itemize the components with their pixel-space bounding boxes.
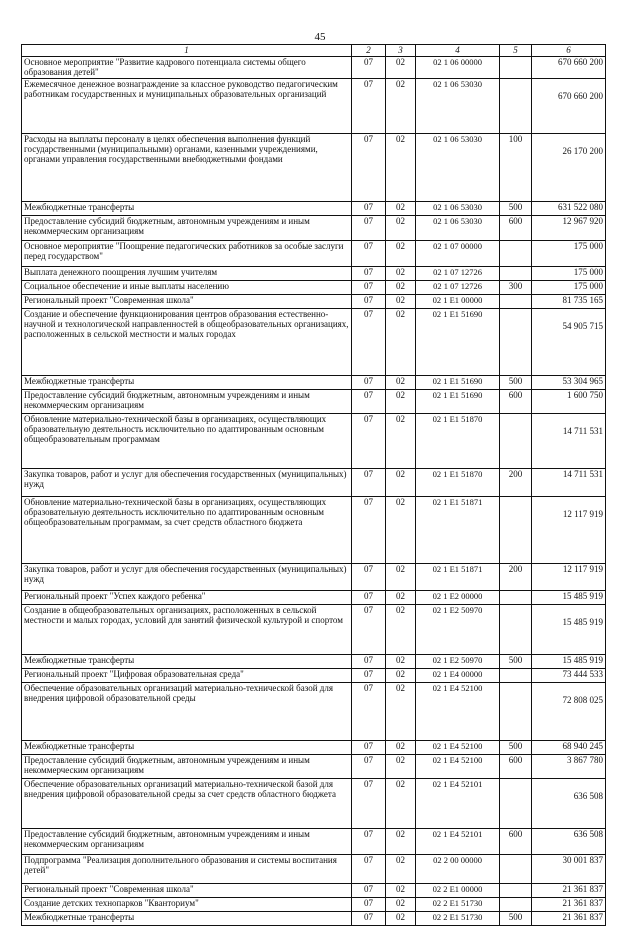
row-amount: 15 485 919 [532, 591, 606, 605]
row-section-code: 07 [352, 390, 386, 414]
row-expense-type: 600 [500, 829, 532, 855]
row-expense-type: 600 [500, 755, 532, 779]
row-description: Обновление материально-технической базы в организациях, осуществляющих образовательную деятельность исключительно по адаптированным основным общеобразовательным программам, за счет средств областного бюджета [22, 497, 352, 564]
page-number: 45 [314, 31, 326, 43]
row-expense-type [500, 884, 532, 898]
row-description: Межбюджетные трансферты [22, 655, 352, 669]
row-section-code: 07 [352, 267, 386, 281]
row-expense-type: 500 [500, 202, 532, 216]
row-description: Основное мероприятие "Поощрение педагогических работников за особые заслуги перед государством" [22, 241, 352, 267]
row-section-code: 07 [352, 469, 386, 497]
row-expense-type [500, 241, 532, 267]
row-subsection-code: 02 [386, 591, 416, 605]
row-subsection-code: 02 [386, 57, 416, 79]
row-amount: 21 361 837 [532, 912, 606, 926]
row-amount: 73 444 533 [532, 669, 606, 683]
row-description: Закупка товаров, работ и услуг для обеспечения государственных (муниципальных) нужд [22, 564, 352, 591]
row-subsection-code: 02 [386, 779, 416, 829]
table-row [22, 376, 606, 390]
header-col-2: 2 [352, 45, 386, 57]
row-subsection-code: 02 [386, 655, 416, 669]
table-row [22, 281, 606, 295]
row-target-article: 02 1 06 53030 [416, 202, 500, 216]
row-description: Межбюджетные трансферты [22, 741, 352, 755]
row-description: Выплата денежного поощрения лучшим учителям [22, 267, 352, 281]
header-col-3: 3 [386, 45, 416, 57]
row-subsection-code: 02 [386, 376, 416, 390]
row-expense-type: 500 [500, 912, 532, 926]
row-expense-type [500, 414, 532, 469]
row-expense-type [500, 683, 532, 741]
row-subsection-code: 02 [386, 755, 416, 779]
table-row [22, 216, 606, 241]
table-row [22, 202, 606, 216]
row-description: Ежемесячное денежное вознаграждение за классное руководство педагогическим работникам государственных и муниципальных образовательных организаций [22, 79, 352, 134]
table-row [22, 414, 606, 469]
row-target-article: 02 2 00 00000 [416, 855, 500, 884]
table-row [22, 497, 606, 564]
row-section-code: 07 [352, 779, 386, 829]
row-section-code: 07 [352, 216, 386, 241]
row-target-article: 02 1 E4 52101 [416, 779, 500, 829]
header-col-5: 5 [500, 45, 532, 57]
table-row [22, 605, 606, 655]
row-description: Социальное обеспечение и иные выплаты населению [22, 281, 352, 295]
row-amount: 12 117 919 [532, 564, 606, 591]
row-target-article: 02 1 E1 51690 [416, 309, 500, 376]
row-amount: 81 735 165 [532, 295, 606, 309]
row-subsection-code: 02 [386, 390, 416, 414]
row-section-code: 07 [352, 884, 386, 898]
row-description: Региональный проект "Успех каждого ребенка" [22, 591, 352, 605]
table-row [22, 755, 606, 779]
row-description: Создание детских технопарков "Кванториум" [22, 898, 352, 912]
row-subsection-code: 02 [386, 669, 416, 683]
row-amount: 12 117 919 [532, 497, 606, 564]
table-row [22, 741, 606, 755]
row-subsection-code: 02 [386, 912, 416, 926]
row-description: Региональный проект "Современная школа" [22, 884, 352, 898]
row-subsection-code: 02 [386, 241, 416, 267]
table-row [22, 309, 606, 376]
row-target-article: 02 2 E1 00000 [416, 884, 500, 898]
row-section-code: 07 [352, 79, 386, 134]
row-description: Предоставление субсидий бюджетным, автономным учреждениям и иным некоммерческим организациям [22, 755, 352, 779]
row-subsection-code: 02 [386, 202, 416, 216]
row-section-code: 07 [352, 497, 386, 564]
row-subsection-code: 02 [386, 497, 416, 564]
row-section-code: 07 [352, 912, 386, 926]
row-section-code: 07 [352, 309, 386, 376]
row-description: Региональный проект "Современная школа" [22, 295, 352, 309]
row-section-code: 07 [352, 829, 386, 855]
row-amount: 15 485 919 [532, 655, 606, 669]
row-target-article: 02 1 06 53030 [416, 134, 500, 202]
row-amount: 15 485 919 [532, 605, 606, 655]
row-description: Создание и обеспечение функционирования центров образования естественно-научной и технологической направленностей в общеобразовательных организациях, расположенных в сельской местности и малых городах [22, 309, 352, 376]
row-target-article: 02 1 E2 50970 [416, 605, 500, 655]
row-section-code: 07 [352, 669, 386, 683]
row-amount: 72 808 025 [532, 683, 606, 741]
row-expense-type [500, 267, 532, 281]
row-amount: 21 361 837 [532, 884, 606, 898]
row-expense-type: 500 [500, 741, 532, 755]
row-amount: 631 522 080 [532, 202, 606, 216]
row-amount: 53 304 965 [532, 376, 606, 390]
row-amount: 68 940 245 [532, 741, 606, 755]
row-target-article: 02 1 E1 51690 [416, 390, 500, 414]
table-row [22, 591, 606, 605]
row-target-article: 02 1 E1 51871 [416, 564, 500, 591]
table-row [22, 390, 606, 414]
row-amount: 54 905 715 [532, 309, 606, 376]
row-description: Предоставление субсидий бюджетным, автономным учреждениям и иным некоммерческим организациям [22, 216, 352, 241]
row-description: Создание в общеобразовательных организациях, расположенных в сельской местности и малых городах, условий для занятий физической культурой и спортом [22, 605, 352, 655]
table-row [22, 884, 606, 898]
row-description: Предоставление субсидий бюджетным, автономным учреждениям и иным некоммерческим организациям [22, 390, 352, 414]
row-subsection-code: 02 [386, 855, 416, 884]
row-subsection-code: 02 [386, 469, 416, 497]
row-amount: 14 711 531 [532, 469, 606, 497]
table-row [22, 267, 606, 281]
table-row [22, 683, 606, 741]
row-expense-type [500, 79, 532, 134]
row-target-article: 02 1 07 12726 [416, 281, 500, 295]
row-section-code: 07 [352, 414, 386, 469]
row-expense-type: 100 [500, 134, 532, 202]
row-section-code: 07 [352, 591, 386, 605]
row-expense-type [500, 855, 532, 884]
table-row [22, 669, 606, 683]
row-target-article: 02 1 E1 51871 [416, 497, 500, 564]
row-amount: 175 000 [532, 267, 606, 281]
row-amount: 3 867 780 [532, 755, 606, 779]
table-row [22, 779, 606, 829]
row-section-code: 07 [352, 898, 386, 912]
row-target-article: 02 1 06 53030 [416, 79, 500, 134]
row-target-article: 02 1 06 53030 [416, 216, 500, 241]
row-description: Расходы на выплаты персоналу в целях обеспечения выполнения функций государственными (муниципальными) органами, казенными учреждениями, органами управления государственными внебюджетными фондами [22, 134, 352, 202]
row-target-article: 02 1 E1 51870 [416, 469, 500, 497]
row-description: Предоставление субсидий бюджетным, автономным учреждениям и иным некоммерческим организациям [22, 829, 352, 855]
row-expense-type: 600 [500, 216, 532, 241]
row-subsection-code: 02 [386, 884, 416, 898]
header-col-6: 6 [532, 45, 606, 57]
row-subsection-code: 02 [386, 281, 416, 295]
row-description: Межбюджетные трансферты [22, 912, 352, 926]
row-description: Межбюджетные трансферты [22, 376, 352, 390]
row-amount: 30 001 837 [532, 855, 606, 884]
row-subsection-code: 02 [386, 605, 416, 655]
row-expense-type [500, 309, 532, 376]
row-amount: 636 508 [532, 829, 606, 855]
row-section-code: 07 [352, 564, 386, 591]
row-subsection-code: 02 [386, 898, 416, 912]
row-expense-type: 600 [500, 390, 532, 414]
row-description: Обеспечение образовательных организаций материально-технической базой для внедрения цифровой образовательной среды за счет средств областного бюджета [22, 779, 352, 829]
row-target-article: 02 1 E4 52100 [416, 683, 500, 741]
row-target-article: 02 1 07 12726 [416, 267, 500, 281]
row-subsection-code: 02 [386, 267, 416, 281]
table-row [22, 855, 606, 884]
row-subsection-code: 02 [386, 216, 416, 241]
row-section-code: 07 [352, 241, 386, 267]
row-expense-type: 200 [500, 469, 532, 497]
row-target-article: 02 1 E2 00000 [416, 591, 500, 605]
row-amount: 175 000 [532, 241, 606, 267]
row-subsection-code: 02 [386, 829, 416, 855]
row-expense-type: 200 [500, 564, 532, 591]
row-expense-type [500, 591, 532, 605]
row-target-article: 02 1 E2 50970 [416, 655, 500, 669]
row-description: Закупка товаров, работ и услуг для обеспечения государственных (муниципальных) нужд [22, 469, 352, 497]
row-expense-type [500, 497, 532, 564]
row-subsection-code: 02 [386, 741, 416, 755]
row-expense-type [500, 779, 532, 829]
row-section-code: 07 [352, 134, 386, 202]
row-section-code: 07 [352, 281, 386, 295]
row-target-article: 02 1 06 00000 [416, 57, 500, 79]
table-row [22, 655, 606, 669]
row-expense-type: 500 [500, 376, 532, 390]
row-subsection-code: 02 [386, 134, 416, 202]
row-section-code: 07 [352, 605, 386, 655]
row-expense-type [500, 605, 532, 655]
budget-table [21, 44, 606, 926]
table-row [22, 469, 606, 497]
row-section-code: 07 [352, 741, 386, 755]
row-amount: 670 660 200 [532, 79, 606, 134]
row-target-article: 02 1 E1 00000 [416, 295, 500, 309]
table-row [22, 134, 606, 202]
row-section-code: 07 [352, 376, 386, 390]
row-subsection-code: 02 [386, 295, 416, 309]
row-amount: 12 967 920 [532, 216, 606, 241]
row-amount: 26 170 200 [532, 134, 606, 202]
row-subsection-code: 02 [386, 564, 416, 591]
row-target-article: 02 1 E4 52101 [416, 829, 500, 855]
row-description: Межбюджетные трансферты [22, 202, 352, 216]
table-row [22, 79, 606, 134]
row-expense-type [500, 669, 532, 683]
row-expense-type [500, 295, 532, 309]
row-subsection-code: 02 [386, 309, 416, 376]
table-row [22, 241, 606, 267]
table-row [22, 564, 606, 591]
row-target-article: 02 1 E1 51870 [416, 414, 500, 469]
row-description: Обеспечение образовательных организаций материально-технической базой для внедрения цифровой образовательной среды [22, 683, 352, 741]
table-row [22, 829, 606, 855]
row-target-article: 02 1 E1 51690 [416, 376, 500, 390]
header-col-4: 4 [416, 45, 500, 57]
row-description: Основное мероприятие "Развитие кадрового потенциала системы общего образования детей" [22, 57, 352, 79]
row-target-article: 02 2 E1 51730 [416, 898, 500, 912]
row-section-code: 07 [352, 683, 386, 741]
row-description: Подпрограмма "Реализация дополнительного образования и системы воспитания детей" [22, 855, 352, 884]
row-section-code: 07 [352, 202, 386, 216]
table-row [22, 295, 606, 309]
header-col-1: 1 [22, 45, 352, 57]
row-section-code: 07 [352, 755, 386, 779]
row-section-code: 07 [352, 295, 386, 309]
row-section-code: 07 [352, 655, 386, 669]
row-target-article: 02 1 E4 00000 [416, 669, 500, 683]
row-target-article: 02 1 E4 52100 [416, 741, 500, 755]
table-row [22, 912, 606, 926]
row-expense-type [500, 57, 532, 79]
row-target-article: 02 2 E1 51730 [416, 912, 500, 926]
row-description: Региональный проект "Цифровая образовательная среда" [22, 669, 352, 683]
row-target-article: 02 1 07 00000 [416, 241, 500, 267]
row-target-article: 02 1 E4 52100 [416, 755, 500, 779]
row-subsection-code: 02 [386, 414, 416, 469]
row-subsection-code: 02 [386, 79, 416, 134]
row-amount: 175 000 [532, 281, 606, 295]
row-section-code: 07 [352, 855, 386, 884]
row-amount: 636 508 [532, 779, 606, 829]
table-header-row [22, 45, 606, 57]
row-amount: 21 361 837 [532, 898, 606, 912]
row-subsection-code: 02 [386, 683, 416, 741]
row-expense-type: 300 [500, 281, 532, 295]
row-amount: 14 711 531 [532, 414, 606, 469]
row-expense-type: 500 [500, 655, 532, 669]
row-amount: 1 600 750 [532, 390, 606, 414]
row-amount: 670 660 200 [532, 57, 606, 79]
row-description: Обновление материально-технической базы в организациях, осуществляющих образовательную деятельность исключительно по адаптированным основным общеобразовательным программам [22, 414, 352, 469]
row-section-code: 07 [352, 57, 386, 79]
table-row [22, 57, 606, 79]
